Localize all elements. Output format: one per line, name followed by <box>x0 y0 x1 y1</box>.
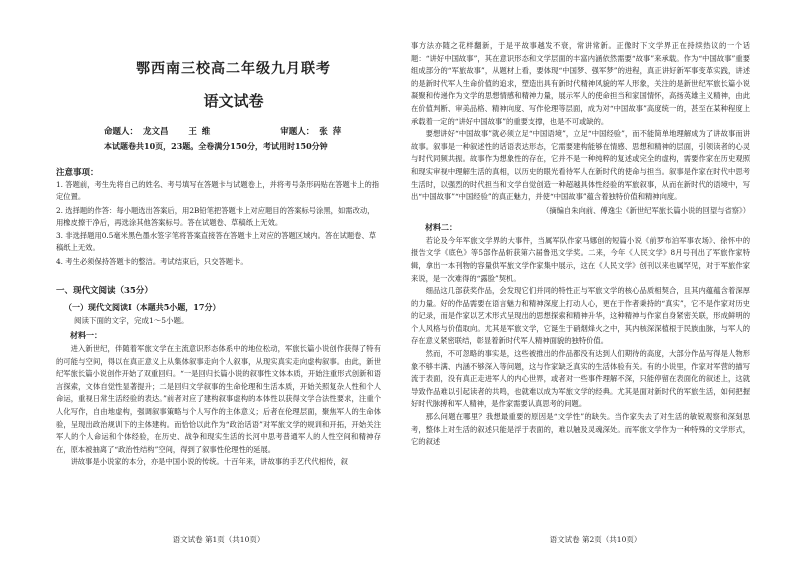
notice-item: 4. 考生必须保持答题卡的整洁。考试结束后，只交答题卡。 <box>56 256 248 266</box>
exam-title: 鄂西南三校高二年级九月联考 <box>136 61 331 77</box>
paragraph: 那么问题在哪里？我想最重要的原因是“文学性”的缺失。当作家失去了对生活的敏锐观察和深刻思考，整体上对生活的叙述只能是浮于表面的，难以触及灵魂深处。而军旅文学作为一种特殊的文学形式，它的叙述 <box>411 412 750 447</box>
citation: （摘编自朱向前、傅逸尘《新世纪军旅长篇小说的回望与省察》） <box>542 205 750 215</box>
notice-item: 3. 非选择题用0.5毫米黑色墨水签字笔将答案直接答在答题卡上对应的答题区域内。答在试题卷、草稿纸上无效。 <box>56 231 377 253</box>
subject-title: 语文试卷 <box>203 92 264 110</box>
reviewer-label: 审题人： <box>280 127 315 137</box>
page-footer: 语文试卷 第1页（共10页） <box>172 535 265 544</box>
paragraph: 事方法亦随之花样翻新，于是平故事越发不衰，常讲常新。正像时下文学界正在持续热议的一个话题：“讲好中国故事”，其在意识形态和文学层面的丰富内涵依然需要“故事”来承载。作为“中国故事”重要组成部分的“军旅故事”，从题材上看，要体现“中国梦、强军梦”的进程，真正讲好新军事变革实践，讲述的是新时代军人生命价值的追求，塑造出具有新时代精神风貌的军人形象，关注的是新世纪军旅长篇小说凝聚和传递作为文学的思想情感和精神力量，展示军人的使命担当和家国情怀，高扬英雄主义精神，由此在价值判断、审美品格、精神向度、写作伦理等层面，成为对“中国故事”高度统一的，甚至在某种程度上承载着一定的“讲好中国故事”的重要支撑，也是不可或缺的。 <box>411 41 750 126</box>
section-heading: 一、现代文阅读（35分） <box>56 286 153 297</box>
paragraph: 然而，不可忽略的事实是，这些被推出的作品都没有达到人们期待的高度，大部分作品写得是人物形象不够丰满、内涵不够深入等问题，这与作家缺乏真实的生活体验有关。有的小说里，作家对军营的描写流于表面，没有真正走进军人的内心世界，或者对一些事件理解不深，只能停留在表面化的叙述上，这就导致作品难以引起读者的共鸣，也就难以成为军旅文学的经典。尤其是面对新时代的军旅生活，如何把握好时代脉搏和军人精神，是作家需要认真思考的问题。 <box>411 349 750 409</box>
material-label: 材料一： <box>70 330 102 341</box>
proposer-label: 命题人： <box>104 127 139 137</box>
paragraph: 讲故事是小说家的本分，亦是中国小说的传统。十百年来，讲故事的手艺代代相传，叙 <box>70 457 348 467</box>
paragraph: 进入新世纪，伴随着军旅文学在主流意识形态体系中的地位松动，军旅长篇小说创作获得了特有的可能与空间，得以在真正意义上从集体叙事走向个人叙事，从现实真实走向虚构叙事。由此，新世纪军旅长篇小说创作开始了双重回归。“一是回归长篇小说的叙事性文体本质，开始注重形式创新和语言探索，文体自觉性显著提升；二是回归文学叙事的生命伦理和生活本质，开始关照复杂人性和个人命运，重视日常生活经验的表达。”前者对应了建构叙事虚构的本体性以获得文学合法性要求，注重个人化写作，自由地虚构，强调叙事策略与个人写作的主体意义；后者在伦理层面，聚焦军人的生命体验，呈现出政治规训下的主体建构。而恰恰以此作为“政治话语”对军旅文学的规训和开拓，开始关注军人的个人命运和个体经验，在历史、战争和现实生活的长河中思考普通军人的人性空间和精神存在，原本被抽离了“政治性结构”空间，得到了叙事性伦理性的延展。 <box>56 344 381 454</box>
page-footer: 语文试卷 第2页（共10页） <box>549 535 642 544</box>
notice-item: 1. 答题前，考生先将自己的姓名、考号填写在答题卡与试题卷上，并将考号条形码贴在答题卡上的指定位置。 <box>56 180 380 202</box>
authors-line <box>104 125 381 137</box>
exam-meta: 本试题卷共10页，23题。全卷满分150分，考试用时150分钟 <box>104 141 328 151</box>
notice-heading: 注意事项： <box>56 168 99 178</box>
notice-item: 2. 选择题的作答：每小题选出答案后，用2B铅笔把答题卡上对应题目的答案标号涂黑，如需改动，用橡皮擦干净后，再选涂其他答案标号。答在试题卷、草稿纸上无效。 <box>56 205 375 227</box>
proposer-1: 龙文昌 <box>142 127 169 137</box>
reviewer: 张 萍 <box>319 127 342 137</box>
subsection-heading: （一）现代文阅读Ⅰ（本题共5小题，17分） <box>64 302 221 313</box>
instruction: 阅读下面的文字，完成1～5小题。 <box>74 316 189 326</box>
paragraph: 要想讲好“中国故事”就必须立足“中国语境”，立足“中国经验”，而不能简单地理解成为了讲故事而讲故事。叙事是一种叙述性的话语表达形态，它需要建构能够在情感、思想和精神的层面，引领读者的心灵与时代同频共振。故事作为想象性的存在，它并不是一种纯粹的复述或完全的虚构，需要作家在历史观照和现实审视中理解生活的真相，以历史的眼光看待军人在新时代的使命与担当。叙事是作家在时代中思考生活时，以强烈的时代担当和文学自觉创造一种超越具体性经验的军旅叙事，从而在新时代的语境中，写出“中国故事”“中国经验”的真正魅力，并使“中国故事”蕴含着独特价值和精神向度。 <box>411 129 750 202</box>
page-2 <box>397 0 794 561</box>
material-label: 材料二： <box>425 221 457 232</box>
paragraph: 若论及今年军旅文学界的大事件，当属军队作家马娜创的短篇小说《前罗布泊军事农场》、徐怀中的报告文学《底色》等5部作品斩获第六届鲁迅文学奖。二来，今年《人民文学》8月号刊出了军旅作家特辑，拿出一本刊物的容量供军旅文学作家集中展示，这在《人民文学》创刊以来也属罕见，对于军旅作家来说，是一次难得的“露脸”契机。 <box>411 235 750 283</box>
paragraph: 细品这几部获奖作品，会发现它们并同的特性正与军旅文学的核心品质相契合，且其内蕴蕴含着深厚的力量。好的作品需要在语言魅力和精神深度上打动人心，更在于作者秉持的“真实”，它不是作家对历史的记录，而是作家以艺术形式呈现出的思想探索和精神升华，这种精神与作家自身紧密关联，形成鲜明的个人风格与价值取向。尤其是军旅文学，它诞生于硝烟烽火之中，其内核深深植根于民族血脉，与军人的存在意义紧密联结，彰显着新时代军人精神面貌的独特价值。 <box>411 286 750 346</box>
proposer-2: 王 维 <box>188 127 211 137</box>
